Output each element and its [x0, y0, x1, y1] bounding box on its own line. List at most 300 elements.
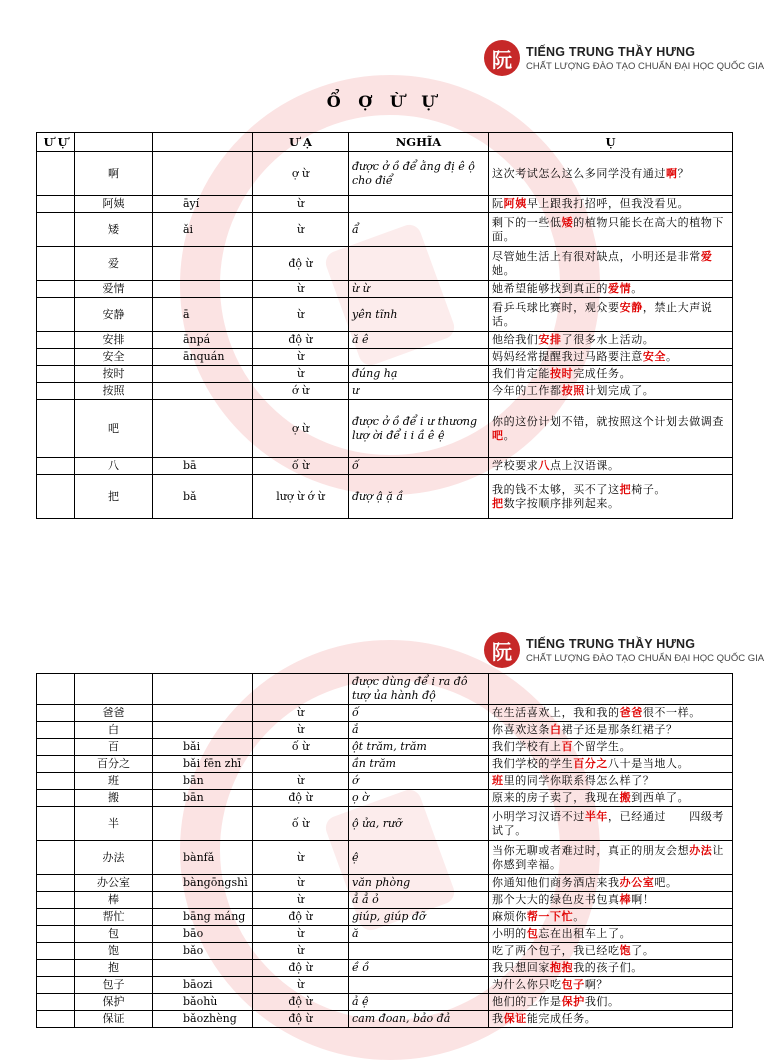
- cell-part-of-speech: ừ: [253, 892, 349, 909]
- cell-hanzi: 爱情: [75, 281, 153, 298]
- example-text: 。: [631, 282, 643, 295]
- cell-part-of-speech: ừ: [253, 366, 349, 383]
- cell-index: [37, 400, 75, 458]
- header-col-pos: Ư Ạ: [253, 133, 349, 152]
- highlighted-word: 阿姨: [503, 197, 527, 210]
- example-text: 个留学生。: [573, 740, 632, 753]
- cell-example: [489, 841, 733, 875]
- cell-example: [489, 994, 733, 1011]
- cell-hanzi: 八: [75, 458, 153, 475]
- highlighted-word: 棒: [619, 893, 632, 906]
- highlighted-word: 保护: [561, 995, 585, 1008]
- example-text: 到西单了。: [631, 791, 690, 804]
- cell-meaning: cam đoan, bảo đả: [349, 1011, 489, 1028]
- table-header-row: [37, 133, 733, 152]
- cell-part-of-speech: ừ: [253, 349, 349, 366]
- cell-meaning: giúp, giúp đỡ: [349, 909, 489, 926]
- cell-pinyin: [153, 960, 253, 977]
- example-text: 里的同学你联系得怎么样了？: [503, 774, 655, 787]
- cell-index: [37, 196, 75, 213]
- cell-example: [489, 943, 733, 960]
- example-text: 她。: [492, 263, 516, 277]
- cell-example: [489, 960, 733, 977]
- cell-meaning: [349, 943, 489, 960]
- cell-index: [37, 960, 75, 977]
- highlighted-word: 包: [526, 927, 539, 940]
- cell-pinyin: [153, 400, 253, 458]
- cell-pinyin: [153, 807, 253, 841]
- cell-meaning: ừ ừ: [349, 281, 489, 298]
- cell-index: [37, 926, 75, 943]
- example-text: 尽管她生活上有很对缺点，小明还是非常: [492, 249, 701, 263]
- example-text: 妈妈经常提醒我过马路要注意: [492, 350, 643, 363]
- cell-index: [37, 705, 75, 722]
- highlighted-word: 百: [561, 740, 574, 753]
- cell-index: [37, 383, 75, 400]
- cell-index: [37, 977, 75, 994]
- highlighted-word: 抱抱: [550, 961, 574, 974]
- cell-pinyin: bān: [153, 790, 253, 807]
- cell-example: [489, 722, 733, 739]
- example-text: 点上汉语课。: [550, 459, 620, 472]
- example-text: 我们学校的学生: [492, 757, 574, 770]
- cell-part-of-speech: ừ: [253, 977, 349, 994]
- cell-pinyin: [153, 674, 253, 705]
- table-row: [37, 475, 733, 519]
- table-row: [37, 943, 733, 960]
- cell-example: [489, 366, 733, 383]
- highlighted-word: 办公室: [619, 876, 655, 889]
- cell-hanzi: 按照: [75, 383, 153, 400]
- example-text: 能完成任务。: [526, 1012, 597, 1025]
- example-text: 看乒乓球比赛时，观众要: [492, 300, 620, 314]
- cell-part-of-speech: độ ừ: [253, 247, 349, 281]
- table-row: [37, 674, 733, 705]
- cell-hanzi: 阿姨: [75, 196, 153, 213]
- brand-tagline: CHẤT LƯỢNG ĐÀO TẠO CHUẨN ĐẠI HỌC QUỐC GIA: [526, 652, 765, 664]
- cell-example: [489, 773, 733, 790]
- example-text: 小明的: [492, 927, 527, 940]
- cell-example: [489, 213, 733, 247]
- example-text: 很不一样。: [642, 706, 701, 719]
- cell-example: [489, 332, 733, 349]
- example-text: 裙子还是那条红裙子？: [561, 723, 678, 736]
- example-text: 吃了两个包子，我已经吃: [492, 944, 620, 957]
- cell-index: [37, 213, 75, 247]
- cell-example: [489, 400, 733, 458]
- cell-hanzi: 白: [75, 722, 153, 739]
- cell-index: [37, 790, 75, 807]
- cell-meaning: ă: [349, 926, 489, 943]
- cell-hanzi: 班: [75, 773, 153, 790]
- cell-hanzi: 按时: [75, 366, 153, 383]
- cell-hanzi: 保证: [75, 1011, 153, 1028]
- cell-part-of-speech: lượ ừ ớ ừ: [253, 475, 349, 519]
- example-text: 我们肯定能: [492, 367, 550, 380]
- cell-index: [37, 281, 75, 298]
- highlighted-word: 八: [538, 459, 551, 472]
- highlighted-word: 包子: [561, 978, 585, 991]
- cell-meaning: ắ: [349, 722, 489, 739]
- example-text: 那个大大的绿色皮书包真: [492, 893, 620, 906]
- header-col-hanzi: [75, 133, 153, 152]
- highlighted-word: 把: [492, 496, 504, 510]
- cell-meaning: được dùng để i ra đô tượ ủa hành độ: [349, 674, 489, 705]
- cell-example: [489, 739, 733, 756]
- highlighted-word: 保证: [503, 1012, 527, 1025]
- cell-index: [37, 892, 75, 909]
- table-row: [37, 960, 733, 977]
- cell-hanzi: 办法: [75, 841, 153, 875]
- cell-hanzi: 百: [75, 739, 153, 756]
- cell-pinyin: [153, 366, 253, 383]
- example-text: 剩下的一些低: [492, 215, 562, 229]
- brand-header: [484, 40, 764, 76]
- highlighted-word: 吧: [492, 428, 504, 442]
- example-text: 我: [492, 1012, 504, 1025]
- cell-hanzi: 把: [75, 475, 153, 519]
- table-row: [37, 875, 733, 892]
- cell-meaning: yên tĩnh: [349, 298, 489, 332]
- highlighted-word: 安全: [642, 350, 667, 363]
- cell-example: [489, 196, 733, 213]
- table-row: [37, 892, 733, 909]
- highlighted-word: 安静: [619, 300, 643, 314]
- highlighted-word: 安排: [538, 333, 562, 346]
- cell-pinyin: bān: [153, 773, 253, 790]
- cell-pinyin: ānquán: [153, 349, 253, 366]
- example-text: 了。: [631, 944, 655, 957]
- cell-example: [489, 281, 733, 298]
- cell-pinyin: [153, 383, 253, 400]
- highlighted-word: 班: [492, 774, 504, 787]
- table-row: [37, 400, 733, 458]
- cell-meaning: ệ: [349, 841, 489, 875]
- table-row: [37, 383, 733, 400]
- cell-pinyin: ǎi: [153, 213, 253, 247]
- cell-pinyin: āyí: [153, 196, 253, 213]
- cell-pinyin: bàngōngshì: [153, 875, 253, 892]
- cell-index: [37, 909, 75, 926]
- cell-example: [489, 892, 733, 909]
- cell-part-of-speech: ừ: [253, 281, 349, 298]
- cell-part-of-speech: độ ừ: [253, 790, 349, 807]
- cell-part-of-speech: ợ ừ: [253, 152, 349, 196]
- example-text: 啊！: [631, 893, 655, 906]
- cell-index: [37, 807, 75, 841]
- cell-index: [37, 247, 75, 281]
- cell-index: [37, 773, 75, 790]
- table-row: [37, 926, 733, 943]
- example-text: ，禁止大声说话。: [492, 300, 713, 328]
- cell-meaning: ố: [349, 705, 489, 722]
- cell-index: [37, 841, 75, 875]
- cell-hanzi: 帮忙: [75, 909, 153, 926]
- cell-pinyin: [153, 152, 253, 196]
- example-text: 我们学校有上: [492, 740, 562, 753]
- example-text: 数字按顺序排列起来。: [503, 496, 620, 510]
- cell-pinyin: bǎohù: [153, 994, 253, 1011]
- cell-pinyin: bā: [153, 458, 253, 475]
- cell-example: [489, 926, 733, 943]
- cell-meaning: [349, 977, 489, 994]
- example-text: 当你无聊或者难过时，真正的朋友会想: [492, 843, 690, 857]
- cell-hanzi: 安排: [75, 332, 153, 349]
- cell-example: [489, 152, 733, 196]
- cell-index: [37, 722, 75, 739]
- cell-example: [489, 705, 733, 722]
- cell-index: [37, 349, 75, 366]
- example-text: 早上跟我打招呼，但我没看见。: [526, 197, 690, 210]
- example-text: ？: [677, 166, 690, 180]
- cell-index: [37, 674, 75, 705]
- table-row: [37, 349, 733, 366]
- example-text: 我的孩子们。: [573, 961, 643, 974]
- example-text: 你的这份计划不错，就按照这个计划去做调查: [492, 414, 724, 428]
- cell-meaning: ố: [349, 458, 489, 475]
- cell-hanzi: 饱: [75, 943, 153, 960]
- cell-hanzi: 抱: [75, 960, 153, 977]
- cell-index: [37, 475, 75, 519]
- cell-meaning: ẩ: [349, 213, 489, 247]
- cell-index: [37, 1011, 75, 1028]
- table-row: [37, 807, 733, 841]
- example-text: 。: [666, 350, 678, 363]
- cell-hanzi: 办公室: [75, 875, 153, 892]
- cell-part-of-speech: ừ: [253, 926, 349, 943]
- cell-part-of-speech: ố ừ: [253, 739, 349, 756]
- cell-part-of-speech: ố ừ: [253, 807, 349, 841]
- header-col-pinyin: [153, 133, 253, 152]
- example-text: 学校要求: [492, 459, 539, 472]
- cell-part-of-speech: độ ừ: [253, 909, 349, 926]
- cell-hanzi: 搬: [75, 790, 153, 807]
- table-row: [37, 247, 733, 281]
- cell-part-of-speech: ợ ừ: [253, 400, 349, 458]
- cell-example: [489, 875, 733, 892]
- table-row: [37, 332, 733, 349]
- cell-part-of-speech: ừ: [253, 875, 349, 892]
- header-col-meaning: NGHĨA: [349, 133, 489, 152]
- highlighted-word: 爱: [700, 249, 713, 263]
- example-text: 我只想回家: [492, 961, 550, 974]
- cell-part-of-speech: độ ừ: [253, 332, 349, 349]
- cell-part-of-speech: ừ: [253, 841, 349, 875]
- cell-index: [37, 298, 75, 332]
- cell-hanzi: 包: [75, 926, 153, 943]
- example-text: 的植物只能长在高大的植物下面。: [492, 215, 725, 243]
- table-row: [37, 213, 733, 247]
- example-text: 我的钱不太够，买不了这: [492, 482, 620, 496]
- example-text: 他给我们: [492, 333, 539, 346]
- highlighted-word: 按时: [550, 367, 574, 380]
- example-text: 计划完成了。: [584, 384, 655, 397]
- highlighted-word: 帮一下忙: [526, 910, 574, 923]
- cell-meaning: văn phòng: [349, 875, 489, 892]
- example-text: 在生活喜欢上，我和我的: [492, 706, 620, 719]
- cell-example: [489, 475, 733, 519]
- cell-meaning: ộ ửa, rưỡ: [349, 807, 489, 841]
- cell-hanzi: 安静: [75, 298, 153, 332]
- table-row: [37, 756, 733, 773]
- brand-logo-icon: 阮: [484, 40, 520, 76]
- cell-index: [37, 366, 75, 383]
- cell-meaning: được ở ồ để ằng đị ê ộ cho điể: [349, 152, 489, 196]
- document-title: Ổ Ợ Ừ Ự: [326, 92, 442, 111]
- cell-pinyin: bǎ: [153, 475, 253, 519]
- cell-meaning: ần trăm: [349, 756, 489, 773]
- cell-meaning: ớ: [349, 773, 489, 790]
- example-text: 椅子。: [631, 482, 667, 496]
- vocab-table: [36, 132, 733, 519]
- cell-part-of-speech: ừ: [253, 722, 349, 739]
- table-row: [37, 298, 733, 332]
- cell-meaning: ề ồ: [349, 960, 489, 977]
- cell-part-of-speech: ừ: [253, 705, 349, 722]
- cell-meaning: ẳ ẳ ỏ: [349, 892, 489, 909]
- cell-hanzi: 矮: [75, 213, 153, 247]
- cell-example: [489, 1011, 733, 1028]
- header-col-example: Ụ: [489, 133, 733, 152]
- cell-meaning: đượ ậ ặ ầ: [349, 475, 489, 519]
- cell-hanzi: 半: [75, 807, 153, 841]
- table-row: [37, 722, 733, 739]
- cell-pinyin: [153, 892, 253, 909]
- table-row: [37, 773, 733, 790]
- cell-hanzi: 爱: [75, 247, 153, 281]
- cell-part-of-speech: độ ừ: [253, 994, 349, 1011]
- cell-part-of-speech: ừ: [253, 213, 349, 247]
- brand-logo-icon: 阮: [484, 632, 520, 668]
- example-text: 小明学习汉语不过: [492, 809, 585, 823]
- example-text: 我们。: [584, 995, 620, 1008]
- brand-tagline: CHẤT LƯỢNG ĐÀO TẠO CHUẨN ĐẠI HỌC QUỐC GIA: [526, 60, 765, 72]
- cell-meaning: ả ệ: [349, 994, 489, 1011]
- cell-part-of-speech: ố ừ: [253, 458, 349, 475]
- vocab-table-page2: [36, 673, 733, 1028]
- cell-meaning: đúng hạ: [349, 366, 489, 383]
- cell-example: [489, 674, 733, 705]
- cell-pinyin: bǎozhèng: [153, 1011, 253, 1028]
- table-row: [37, 152, 733, 196]
- cell-pinyin: bāozi: [153, 977, 253, 994]
- cell-index: [37, 332, 75, 349]
- highlighted-word: 把: [619, 482, 632, 496]
- cell-part-of-speech: ừ: [253, 773, 349, 790]
- table-row: [37, 790, 733, 807]
- cell-pinyin: [153, 281, 253, 298]
- table-row: [37, 366, 733, 383]
- cell-part-of-speech: ớ ừ: [253, 383, 349, 400]
- example-text: 她希望能够找到真正的: [492, 282, 608, 295]
- example-text: 八十是当地人。: [608, 757, 690, 770]
- highlighted-word: 搬: [619, 791, 632, 804]
- example-text: 。: [503, 428, 516, 442]
- cell-meaning: ă ê: [349, 332, 489, 349]
- table-row: [37, 705, 733, 722]
- highlighted-word: 办法: [689, 843, 713, 857]
- cell-pinyin: bǎi: [153, 739, 253, 756]
- cell-hanzi: 保护: [75, 994, 153, 1011]
- cell-example: [489, 790, 733, 807]
- example-text: ，已经通过 四级考试了。: [492, 809, 725, 837]
- cell-part-of-speech: [253, 756, 349, 773]
- example-text: 麻烦你: [492, 910, 527, 923]
- cell-index: [37, 739, 75, 756]
- cell-index: [37, 458, 75, 475]
- cell-pinyin: [153, 247, 253, 281]
- cell-example: [489, 756, 733, 773]
- cell-part-of-speech: độ ừ: [253, 960, 349, 977]
- example-text: 这次考试怎么这么多同学没有通过: [492, 166, 666, 180]
- cell-part-of-speech: độ ừ: [253, 1011, 349, 1028]
- cell-index: [37, 994, 75, 1011]
- cell-part-of-speech: ừ: [253, 196, 349, 213]
- cell-meaning: được ở ồ để i ư thương lượ ời để i i ầ ê ệ: [349, 400, 489, 458]
- cell-example: [489, 298, 733, 332]
- table-row: [37, 1011, 733, 1028]
- cell-part-of-speech: ừ: [253, 943, 349, 960]
- example-text: 。: [573, 910, 585, 923]
- cell-example: [489, 807, 733, 841]
- example-text: 为什么你只吃: [492, 978, 562, 991]
- cell-hanzi: 爸爸: [75, 705, 153, 722]
- table-row: [37, 281, 733, 298]
- cell-pinyin: ānpá: [153, 332, 253, 349]
- example-text: 你喜欢这条: [492, 723, 550, 736]
- example-text: 原来的房子卖了，我现在: [492, 791, 620, 804]
- cell-meaning: [349, 196, 489, 213]
- table-row: [37, 994, 733, 1011]
- cell-pinyin: bànfǎ: [153, 841, 253, 875]
- example-text: 完成任务。: [573, 367, 632, 380]
- cell-index: [37, 152, 75, 196]
- cell-pinyin: bǎo: [153, 943, 253, 960]
- cell-hanzi: 百分之: [75, 756, 153, 773]
- highlighted-word: 啊: [666, 166, 678, 180]
- cell-example: [489, 349, 733, 366]
- example-text: 啊？: [584, 978, 609, 991]
- example-text: 让你感到幸福。: [492, 843, 725, 871]
- example-text: 阮: [492, 197, 504, 210]
- highlighted-word: 爸爸: [619, 706, 643, 719]
- cell-example: [489, 458, 733, 475]
- highlighted-word: 爱情: [608, 282, 632, 295]
- table-row: [37, 739, 733, 756]
- example-text: 今年的工作都: [492, 384, 562, 397]
- cell-example: [489, 383, 733, 400]
- brand-header-page2: [484, 632, 764, 668]
- cell-index: [37, 756, 75, 773]
- cell-hanzi: 吧: [75, 400, 153, 458]
- header-col-index: Ư Ự: [37, 133, 75, 152]
- table-row: [37, 841, 733, 875]
- example-text: 忘在出租车上了。: [538, 927, 632, 940]
- cell-pinyin: bǎi fēn zhī: [153, 756, 253, 773]
- table-row: [37, 977, 733, 994]
- highlighted-word: 半年: [584, 809, 609, 823]
- cell-part-of-speech: [253, 674, 349, 705]
- highlighted-word: 白: [550, 723, 562, 736]
- cell-pinyin: [153, 722, 253, 739]
- highlighted-word: 百分之: [573, 757, 609, 770]
- cell-hanzi: 棒: [75, 892, 153, 909]
- cell-meaning: [349, 349, 489, 366]
- cell-pinyin: bāng máng: [153, 909, 253, 926]
- cell-meaning: ư: [349, 383, 489, 400]
- cell-meaning: ọ ờ: [349, 790, 489, 807]
- cell-index: [37, 875, 75, 892]
